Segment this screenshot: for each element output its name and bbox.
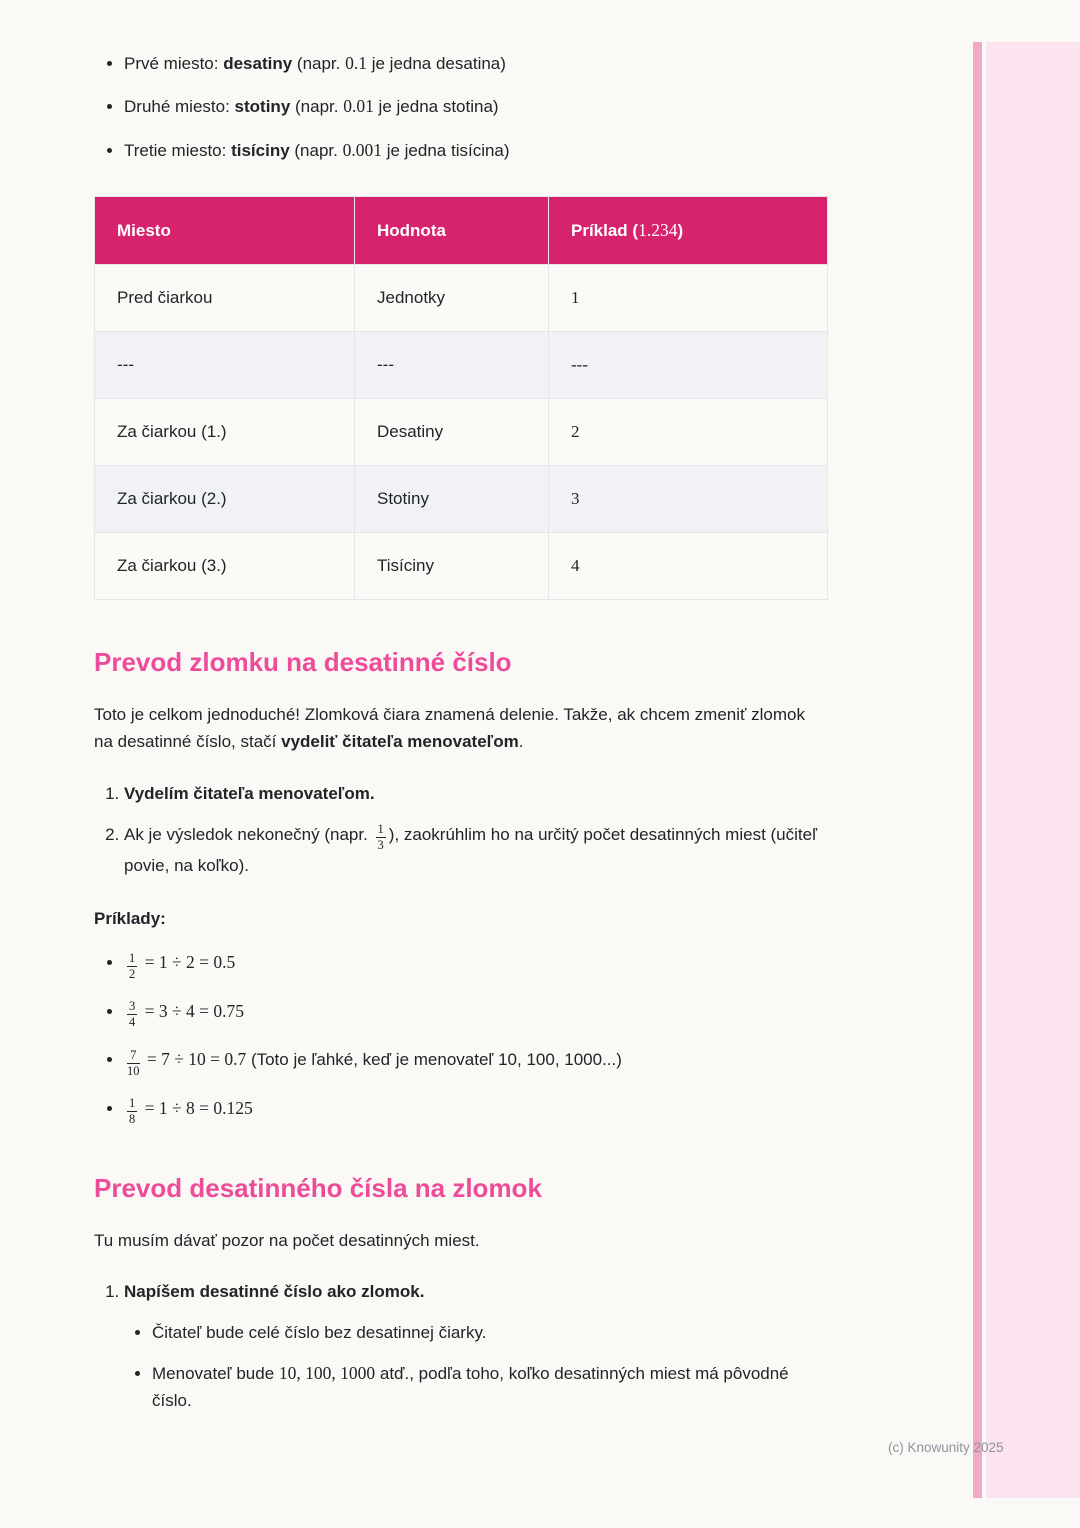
fraction-steps-list	[94, 780, 828, 880]
paragraph-bold-text: vydeliť čitateľa menovateľom	[281, 732, 519, 752]
sub-item	[152, 1359, 828, 1414]
step-text: Ak je výsledok nekonečný (napr.	[124, 824, 373, 844]
cell-priklad: ---	[549, 332, 828, 399]
fraction-denominator: 4	[129, 1015, 136, 1030]
list-item	[124, 50, 828, 77]
cell-miesto: Za čiarkou (2.)	[95, 466, 355, 533]
cell-miesto: ---	[95, 332, 355, 399]
document-content	[94, 50, 828, 1428]
item-mid: (napr.	[289, 140, 343, 160]
place-value-table	[94, 196, 828, 600]
fraction-numerator: • 1	[127, 1097, 137, 1112]
equation-text: = 1 ÷ 2 = 0.5	[140, 952, 236, 973]
fraction-denominator: 2	[129, 966, 136, 981]
decimal-steps-list	[94, 1278, 828, 1414]
watermark: (c) Knowunity 2025	[888, 1440, 1004, 1455]
item-mid: (napr.	[290, 97, 344, 117]
item-tail: je jedna desatina)	[366, 54, 506, 73]
table-row	[95, 265, 828, 332]
sub-item-text: atď., podľa toho, koľko desatinných miest má pôvodné číslo.	[152, 1363, 789, 1410]
section-title-decimal-to-fraction: Prevod desatinného čísla na zlomok	[94, 1173, 542, 1204]
cell-miesto: Za čiarkou (3.)	[95, 533, 355, 600]
stripe-band	[986, 42, 1080, 1498]
sub-item-math: 10, 100, 1000	[278, 1362, 376, 1383]
step-item	[124, 1278, 828, 1414]
table-header-row	[95, 197, 828, 265]
cell-hodnota: ---	[355, 332, 549, 399]
fraction-numerator: 1	[376, 823, 386, 838]
list-item	[124, 93, 828, 120]
cell-hodnota: Jednotky	[355, 265, 549, 332]
fraction	[127, 952, 137, 981]
fraction-numerator: • 7	[127, 1049, 140, 1064]
table-row	[95, 332, 828, 399]
item-math-value: 0.01	[343, 96, 374, 117]
fraction	[127, 1049, 140, 1078]
fraction-denominator: 10	[127, 1063, 140, 1078]
cell-hodnota: Desatiny	[355, 399, 549, 466]
header-priklad-close: )	[677, 221, 684, 241]
paragraph-period: .	[518, 732, 524, 752]
equation-note: (Toto je ľahké, keď je menovateľ 10, 100, 1000...)	[246, 1050, 622, 1070]
item-term: stotiny	[234, 97, 291, 117]
equation-text: = 3 ÷ 4 = 0.75	[140, 1000, 244, 1021]
cell-priklad: 3	[549, 466, 828, 533]
example-item	[124, 949, 828, 980]
examples-list	[94, 949, 828, 1126]
fraction	[127, 1097, 137, 1126]
header-cell-miesto: Miesto	[95, 197, 355, 265]
sub-item-text: Menovateľ bude	[152, 1363, 279, 1383]
cell-miesto: Za čiarkou (1.)	[95, 399, 355, 466]
item-math-value: 0.1	[345, 53, 367, 73]
fraction-numerator: • 1	[127, 952, 137, 967]
item-label: Tretie miesto:	[124, 140, 232, 160]
nested-sublist	[124, 1319, 828, 1415]
header-priklad-value: 1.234	[638, 220, 678, 241]
cell-priklad: 2	[549, 399, 828, 466]
step-bold-text: Vydelím čitateľa menovateľom.	[124, 783, 375, 803]
header-cell-priklad	[549, 197, 828, 265]
equation-text: = 7 ÷ 10 = 0.7	[142, 1049, 247, 1070]
step-item	[124, 780, 828, 807]
fraction-denominator: 8	[129, 1112, 136, 1127]
cell-priklad: 4	[549, 533, 828, 600]
example-item	[124, 1046, 828, 1077]
example-item	[124, 998, 828, 1029]
fraction	[127, 1000, 137, 1029]
list-item	[124, 137, 828, 164]
item-tail: je jedna stotina)	[373, 97, 499, 117]
item-label: Prvé miesto:	[124, 54, 224, 73]
step-bold-text: Napíšem desatinné číslo ako zlomok.	[124, 1282, 425, 1302]
fraction-numerator: • 3	[127, 1000, 137, 1015]
place-value-intro-list	[94, 50, 828, 164]
equation-text: = 1 ÷ 8 = 0.125	[140, 1097, 253, 1118]
sub-item: • Čitateľ bude celé číslo bez desatinnej čiarky.	[152, 1319, 828, 1346]
fraction-denominator: 3	[377, 838, 384, 853]
stripe-accent-line	[973, 42, 982, 1498]
cell-hodnota: Tisíciny	[355, 533, 549, 600]
item-term: tisíciny	[231, 140, 290, 160]
examples-label: Príklady:	[94, 909, 166, 929]
item-mid: (napr.	[292, 54, 346, 73]
cell-miesto: Pred čiarkou	[95, 265, 355, 332]
step-text: ), zaokrúhlim ho na určitý počet desatinných miest (učiteľ povie, na koľko).	[124, 824, 818, 876]
item-tail: je jedna tisícina)	[381, 140, 510, 160]
cell-priklad: 1	[549, 265, 828, 332]
paragraph-decimal-intro: Tu musím dávať pozor na počet desatinných miest.	[94, 1230, 480, 1250]
item-label: Druhé miesto:	[124, 97, 235, 117]
header-cell-hodnota: Hodnota	[355, 197, 549, 265]
item-term: desatiny	[223, 54, 293, 73]
paragraph-text: Toto je celkom jednoduché! Zlomková čiara znamená delenie. Takže, ak chcem zmeniť zlomok na desatinné číslo, stačí	[94, 704, 805, 752]
cell-hodnota: Stotiny	[355, 466, 549, 533]
table-row	[95, 466, 828, 533]
step-item	[124, 821, 828, 880]
example-item	[124, 1095, 828, 1126]
paragraph-fraction-intro	[94, 701, 828, 756]
fraction-one-third	[376, 823, 386, 852]
section-title-fraction-to-decimal: Prevod zlomku na desatinné číslo	[94, 647, 512, 678]
header-priklad-label: Príklad (	[571, 221, 639, 241]
item-math-value: 0.001	[342, 139, 382, 160]
table-row	[95, 399, 828, 466]
table-row	[95, 533, 828, 600]
